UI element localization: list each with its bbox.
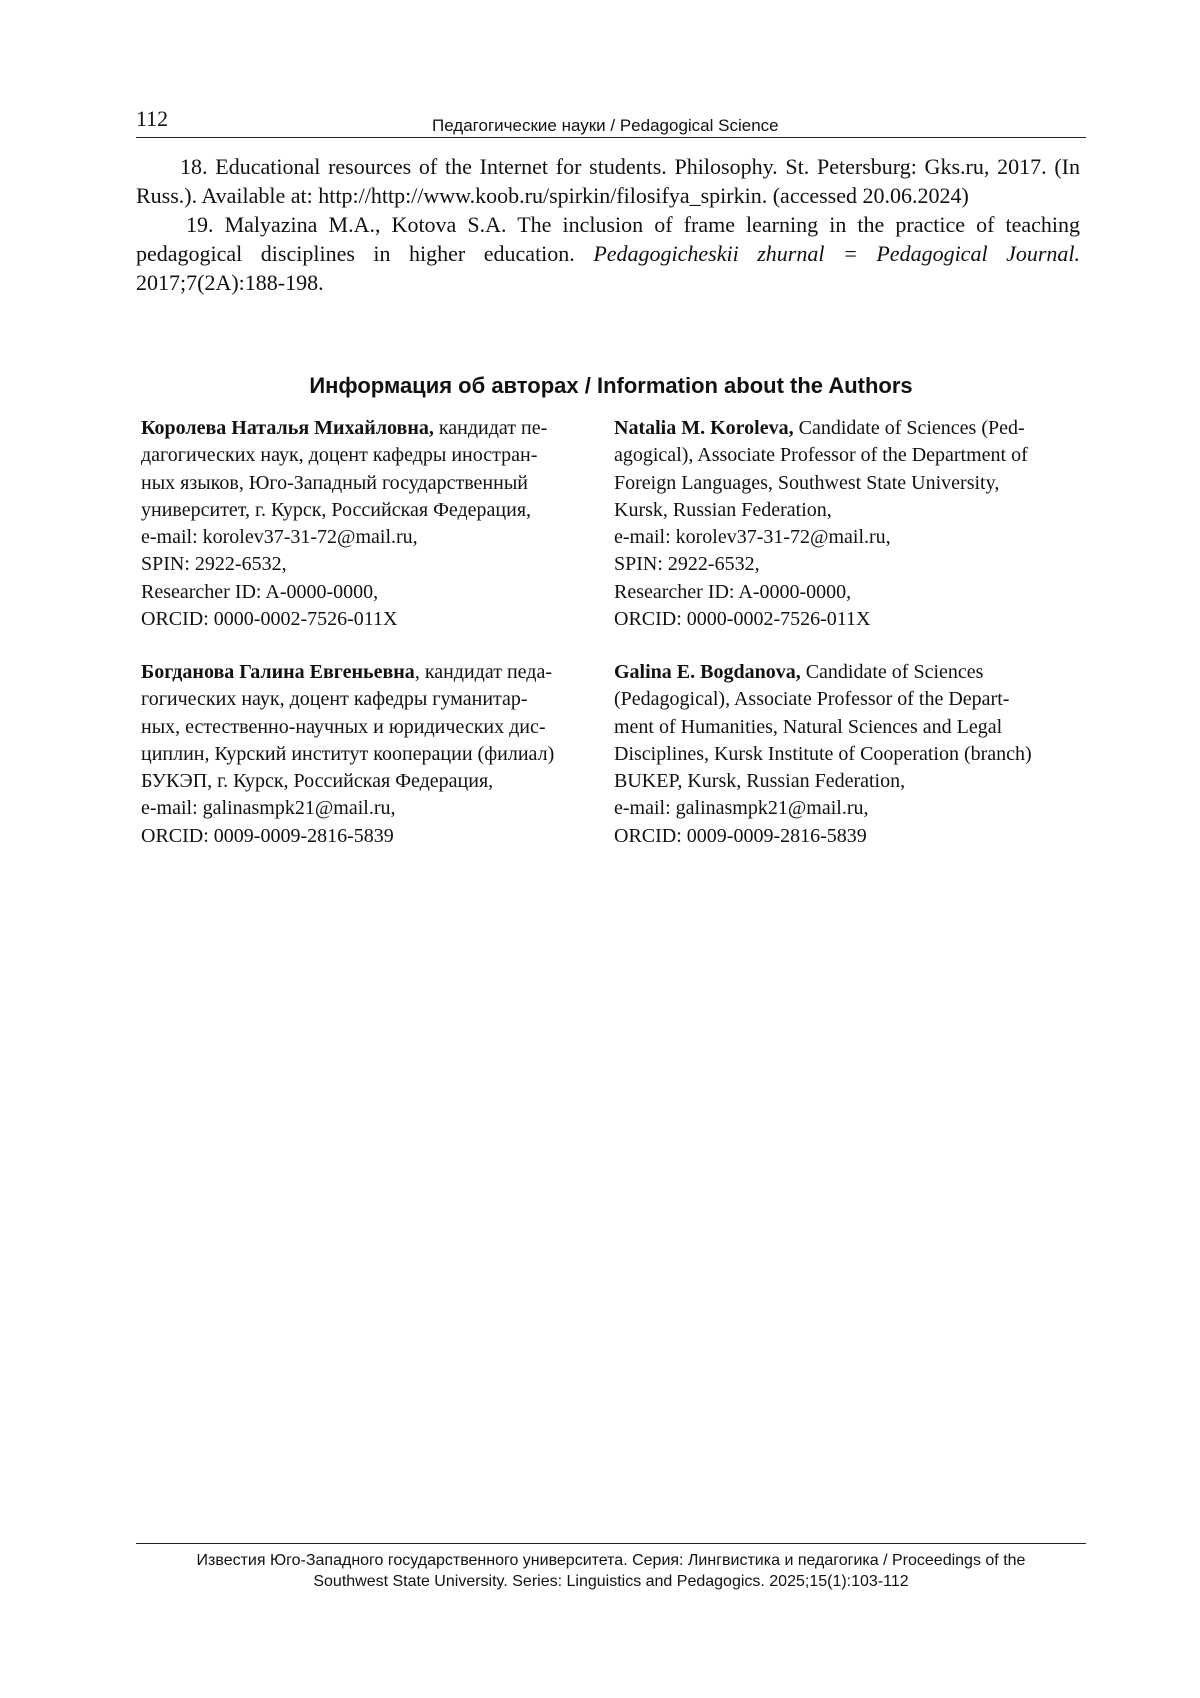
author-line: agogical), Associate Professor of the Department of	[614, 444, 1028, 467]
reference-list	[136, 152, 1080, 297]
author-email: e-mail: korolev37-31-72@mail.ru,	[614, 526, 891, 549]
footer-rule	[136, 1543, 1086, 1544]
reference-journal: Pedagogicheskii zhurnal = Pedagogical Journal.	[593, 241, 1081, 266]
author-text: Candidate of Sciences (Ped-	[793, 417, 1025, 439]
author-researcher-id: Researcher ID: A-0000-0000,	[141, 580, 379, 603]
author-orcid: ORCID: 0009-0009-2816-5839	[614, 824, 867, 847]
author-orcid: ORCID: 0000-0002-7526-011X	[614, 608, 871, 631]
author-text: кандидат пе-	[433, 417, 548, 439]
author-line: дагогических наук, доцент кафедры иностран-	[141, 444, 538, 467]
author-info-en	[614, 659, 1084, 850]
author-email: e-mail: galinasmpk21@mail.ru,	[141, 797, 396, 820]
author-name: Королева Наталья Михайловна,	[141, 417, 434, 439]
author-line: ных языков, Юго-Западный государственный	[141, 471, 528, 494]
author-name: Natalia M. Koroleva,	[614, 417, 794, 439]
author-email: e-mail: korolev37-31-72@mail.ru,	[141, 526, 418, 549]
reference-text: 19. Malyazina M.A., Kotova S.A. The inclusion of frame learning in the practice of teaching pedagogical disciplines in higher education.	[136, 212, 1080, 266]
footer-line: Southwest State University. Series: Linguistics and Pedagogics. 2025;15(1):103-112	[313, 1573, 909, 1590]
page-number: 112	[136, 106, 169, 131]
author-line: гогических наук, доцент кафедры гуманитар-	[141, 688, 528, 711]
author-orcid: ORCID: 0000-0002-7526-011X	[141, 608, 398, 631]
author-line: ment of Humanities, Natural Sciences and Legal	[614, 715, 1003, 738]
author-line: циплин, Курский институт кооперации (филиал)	[141, 742, 555, 765]
author-info-ru	[141, 415, 611, 633]
reference-item	[136, 210, 1080, 297]
journal-footer	[136, 1550, 1086, 1592]
author-line: университет, г. Курск, Российская Федерация,	[141, 498, 532, 521]
author-info-ru	[141, 659, 611, 850]
author-email: e-mail: galinasmpk21@mail.ru,	[614, 797, 869, 820]
authors-heading: Информация об авторах / Information about the Authors	[309, 373, 913, 398]
author-text: , кандидат педа-	[414, 661, 552, 683]
author-researcher-id: Researcher ID: A-0000-0000,	[614, 580, 852, 603]
author-spin: SPIN: 2922-6532,	[614, 553, 760, 576]
author-line	[141, 659, 611, 686]
header-rule	[136, 137, 1086, 138]
footer-line: Известия Юго-Западного государственного университета. Серия: Лингвистика и педагогика / Proceedings of the	[196, 1552, 1026, 1569]
running-head: Педагогические науки / Pedagogical Science	[432, 116, 779, 135]
author-line: БУКЭП, г. Курск, Российская Федерация,	[141, 770, 494, 793]
reference-text: 2017;7(2A):188-198.	[136, 270, 324, 295]
author-name: Богданова Галина Евгеньевна	[141, 661, 415, 683]
author-line	[614, 415, 1084, 442]
reference-item: 18. Educational resources of the Internet for students. Philosophy. St. Petersburg: Gks.ru, 2017. (In Russ.). Available at: http://http://www.koob.ru/spirkin/filosifya_spirkin. (accessed 20.06.2024)	[136, 154, 1080, 208]
author-line: Foreign Languages, Southwest State University,	[614, 471, 1000, 494]
author-line	[141, 415, 611, 442]
author-spin: SPIN: 2922-6532,	[141, 553, 287, 576]
author-line: (Pedagogical), Associate Professor of the Depart-	[614, 688, 1010, 711]
author-line: Disciplines, Kursk Institute of Cooperation (branch)	[614, 742, 1032, 765]
author-line: BUKEP, Kursk, Russian Federation,	[614, 770, 906, 793]
author-line	[614, 659, 1084, 686]
author-line: ных, естественно-научных и юридических дис-	[141, 715, 546, 738]
author-name: Galina E. Bogdanova,	[614, 661, 801, 683]
author-line: Kursk, Russian Federation,	[614, 498, 832, 521]
author-text: Candidate of Sciences	[800, 661, 984, 683]
author-info-en	[614, 415, 1084, 633]
author-orcid: ORCID: 0009-0009-2816-5839	[141, 824, 394, 847]
